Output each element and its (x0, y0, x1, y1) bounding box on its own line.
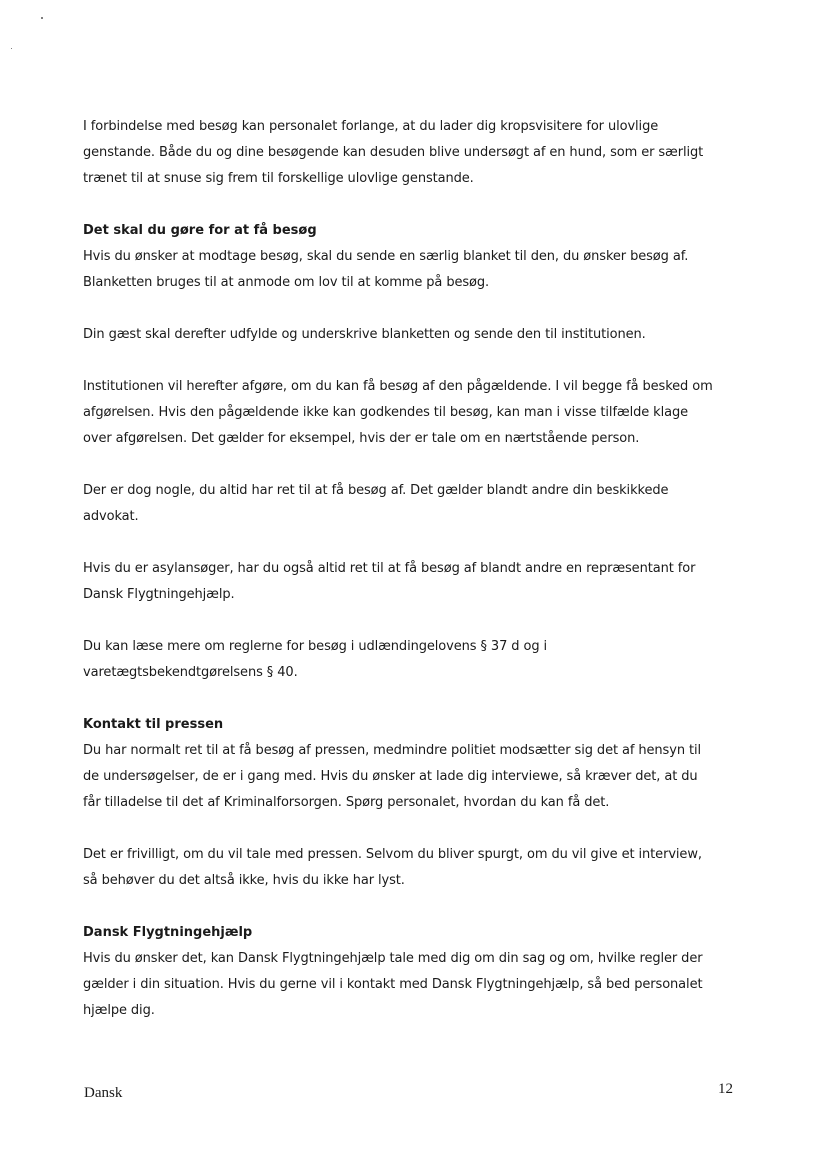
paragraph (83, 946, 733, 1024)
text-line: varetægtsbekendtgørelsens § 40. (83, 665, 298, 680)
paragraph (83, 634, 733, 686)
paragraph (83, 322, 733, 348)
text-line: Det er frivilligt, om du vil tale med pressen. Selvom du bliver spurgt, om du vil give et interview, (83, 847, 702, 862)
document-body (83, 114, 733, 1050)
section-heading: Dansk Flygtningehjælp (83, 925, 253, 940)
text-line: så behøver du det altså ikke, hvis du ikke har lyst. (83, 873, 405, 888)
text-line: Dansk Flygtningehjælp. (83, 587, 235, 602)
section (83, 114, 733, 192)
text-line: Din gæst skal derefter udfylde og underskrive blanketten og sende den til institutionen. (83, 327, 646, 342)
footer-language: Dansk (84, 1085, 123, 1101)
section (83, 920, 733, 1024)
text-line: gælder i din situation. Hvis du gerne vil i kontakt med Dansk Flygtningehjælp, så bed personalet (83, 977, 703, 992)
scan-speck (11, 48, 12, 49)
text-line: får tilladelse til det af Kriminalforsorgen. Spørg personalet, hvordan du kan få det. (83, 795, 610, 810)
text-line: Hvis du ønsker at modtage besøg, skal du sende en særlig blanket til den, du ønsker besøg af. (83, 249, 689, 264)
text-line: Blanketten bruges til at anmode om lov til at komme på besøg. (83, 275, 490, 290)
text-line: trænet til at snuse sig frem til forskellige ulovlige genstande. (83, 171, 474, 186)
text-line: Der er dog nogle, du altid har ret til at få besøg af. Det gælder blandt andre din beskikkede (83, 483, 669, 498)
text-line: Du har normalt ret til at få besøg af pressen, medmindre politiet modsætter sig det af hensyn til (83, 743, 702, 758)
scan-speck (41, 17, 43, 19)
text-line: Du kan læse mere om reglerne for besøg i udlændingelovens § 37 d og i (83, 639, 548, 654)
paragraph (83, 244, 733, 296)
text-line: Hvis du ønsker det, kan Dansk Flygtningehjælp tale med dig om din sag og om, hvilke regler der (83, 951, 703, 966)
text-line: Hvis du er asylansøger, har du også altid ret til at få besøg af blandt andre en repræsentant for (83, 561, 696, 576)
text-line: over afgørelsen. Det gælder for eksempel, hvis der er tale om en nærtstående person. (83, 431, 640, 446)
section-heading: Kontakt til pressen (83, 717, 224, 732)
text-line: de undersøgelser, de er i gang med. Hvis du ønsker at lade dig interviewe, så kræver det, at du (83, 769, 698, 784)
text-line: I forbindelse med besøg kan personalet forlange, at du lader dig kropsvisitere for ulovlige (83, 119, 659, 134)
paragraph (83, 842, 733, 894)
section (83, 712, 733, 894)
text-line: afgørelsen. Hvis den pågældende ikke kan godkendes til besøg, kan man i visse tilfælde klage (83, 405, 689, 420)
paragraph (83, 374, 733, 452)
paragraph (83, 738, 733, 816)
text-line: Institutionen vil herefter afgøre, om du kan få besøg af den pågældende. I vil begge få besked om (83, 379, 713, 394)
text-line: genstande. Både du og dine besøgende kan desuden blive undersøgt af en hund, som er særligt (83, 145, 704, 160)
paragraph (83, 114, 733, 192)
page-number: 12 (718, 1081, 733, 1097)
section-heading: Det skal du gøre for at få besøg (83, 223, 317, 238)
paragraph (83, 478, 733, 530)
text-line: hjælpe dig. (83, 1003, 155, 1018)
section (83, 218, 733, 686)
text-line: advokat. (83, 509, 139, 524)
paragraph (83, 556, 733, 608)
